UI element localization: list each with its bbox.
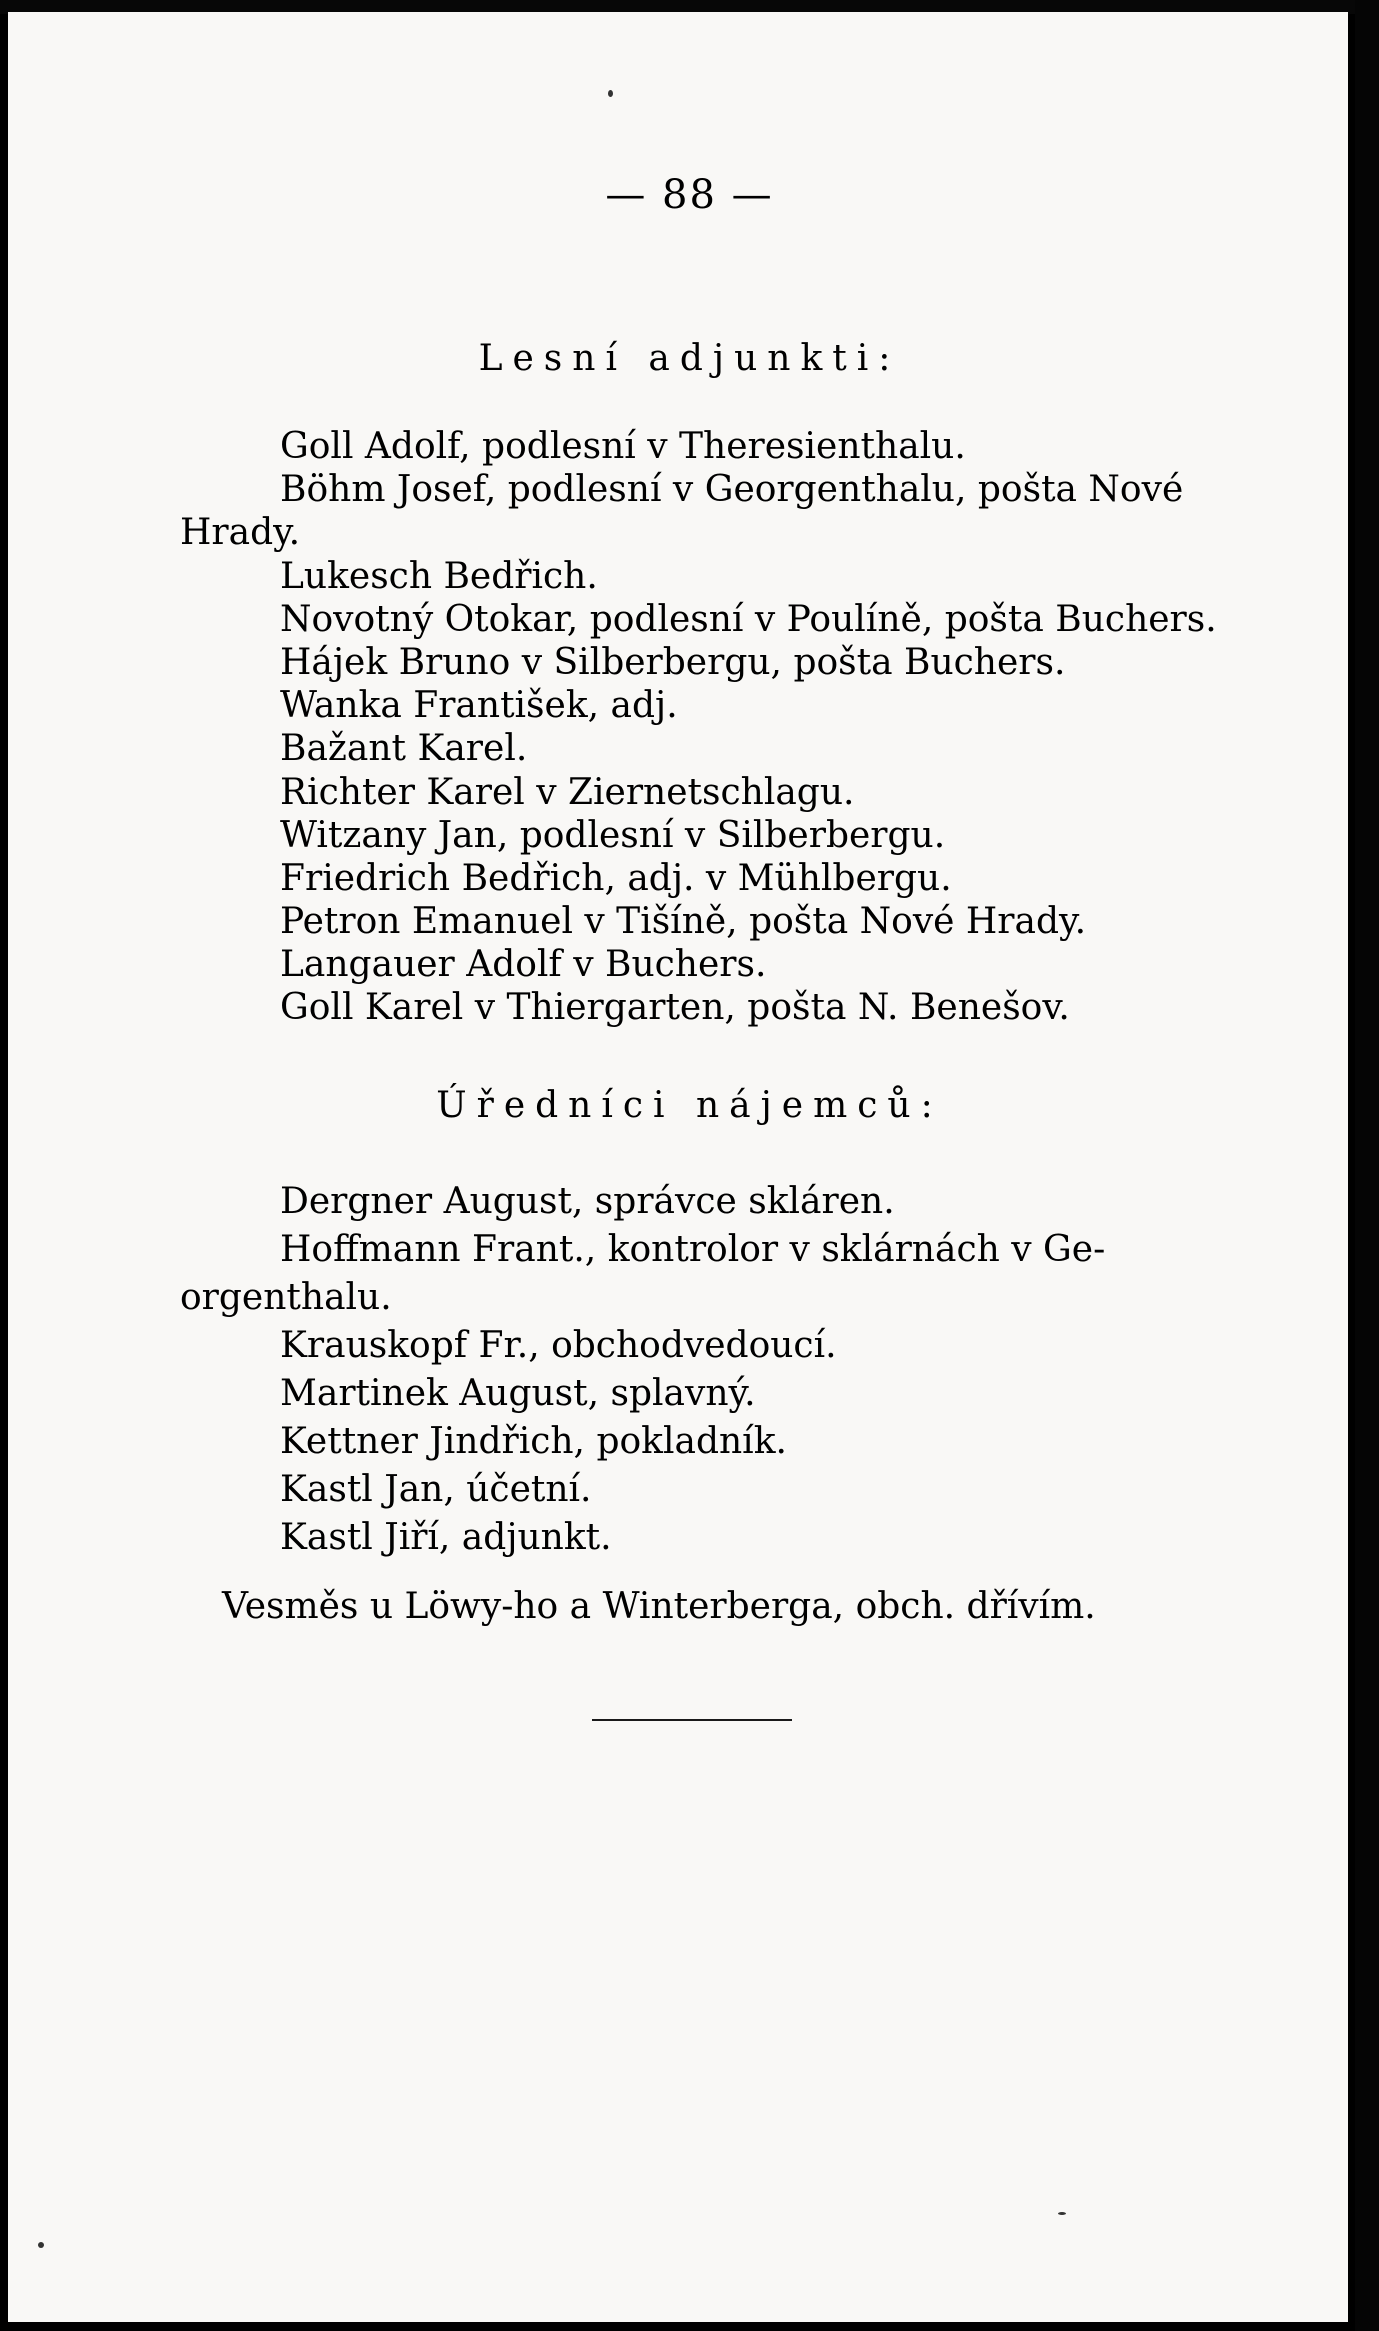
list-item: Bažant Karel.: [280, 728, 528, 770]
list-item: Hoffmann Frant., kontrolor v sklárnách v Ge-: [280, 1229, 1106, 1270]
list-item: Witzany Jan, podlesní v Silberbergu.: [280, 814, 946, 856]
list-item: Richter Karel v Ziernetschlagu.: [280, 771, 855, 813]
list-item: Martinek August, splavný.: [280, 1373, 756, 1414]
list-item: Wanka František, adj.: [280, 685, 678, 727]
list-item: Krauskopf Fr., obchodvedoucí.: [280, 1325, 837, 1366]
page-number: — 88 —: [605, 172, 774, 218]
section-heading-urednici-najemcu: Úředníci nájemců:: [436, 1085, 943, 1126]
lesni-adjunkti-list: [0, 425, 1379, 1030]
list-item: Dergner August, správce skláren.: [280, 1181, 895, 1222]
list-item: Kastl Jiří, adjunkt.: [280, 1517, 612, 1558]
list-item: Goll Karel v Thiergarten, pošta N. Benešov.: [280, 987, 1070, 1029]
section-heading-lesni-adjunkti: Lesní adjunkti:: [478, 338, 901, 379]
list-item: Böhm Josef, podlesní v Georgenthalu, pošta Nové: [280, 469, 1184, 511]
list-item: Kastl Jan, účetní.: [280, 1469, 592, 1510]
list-item: Goll Adolf, podlesní v Theresienthalu.: [280, 426, 966, 467]
list-item: Novotný Otokar, podlesní v Poulíně, pošta Buchers.: [280, 598, 1217, 640]
list-item-continuation: Hrady.: [180, 512, 301, 554]
closing-line: Vesměs u Löwy-ho a Winterberga, obch. dřívím.: [222, 1586, 1096, 1627]
paper-speck: [1058, 2212, 1066, 2215]
paper-speck: [608, 90, 613, 97]
list-item: Kettner Jindřich, pokladník.: [280, 1421, 787, 1462]
list-item: Friedrich Bedřich, adj. v Mühlbergu.: [280, 857, 952, 899]
paper-speck: [38, 2242, 44, 2248]
list-item: Langauer Adolf v Buchers.: [280, 944, 767, 986]
list-item: Petron Emanuel v Tišíně, pošta Nové Hrady.: [280, 901, 1087, 943]
list-item: Hájek Bruno v Silberbergu, pošta Buchers.: [280, 641, 1066, 683]
urednici-najemcu-list: [0, 1178, 1379, 1562]
list-item: Lukesch Bedřich.: [280, 555, 598, 597]
list-item-continuation: orgenthalu.: [180, 1277, 392, 1318]
end-rule: [592, 1719, 792, 1721]
